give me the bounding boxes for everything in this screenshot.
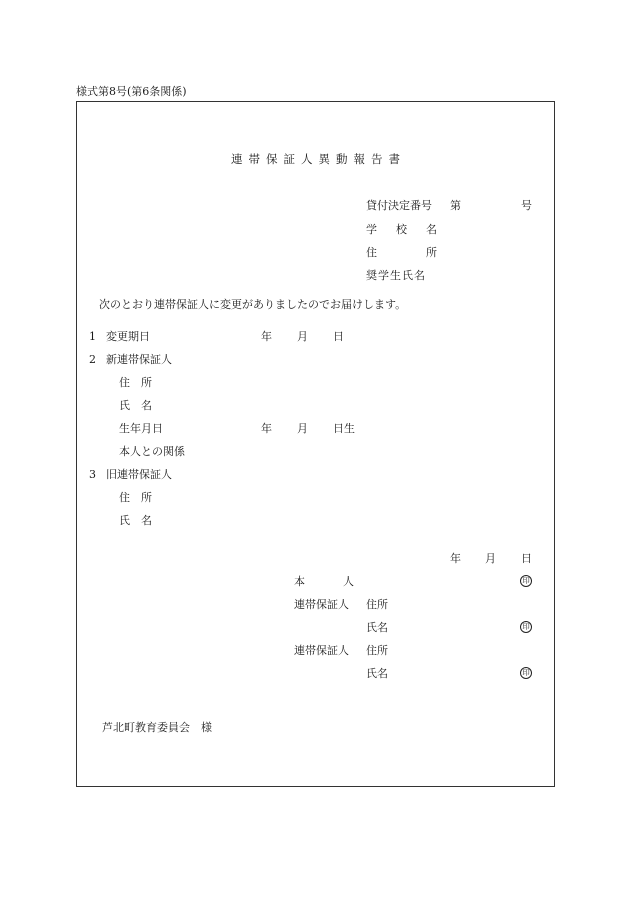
signature-date-month: 月 (485, 552, 496, 565)
guarantor-address-label: 住所 (366, 598, 388, 611)
change-date-month: 月 (297, 330, 308, 343)
intro-text: 次のとおり連帯保証人に変更がありましたのでお届けします。 (99, 298, 407, 311)
guarantor-label: 連帯保証人 (294, 644, 349, 657)
guarantor-label: 連帯保証人 (294, 598, 349, 611)
school-name-label-char: 校 (396, 223, 407, 236)
new-guarantor-label: 新連帯保証人 (106, 353, 172, 366)
guarantor-name-label: 氏名 (366, 667, 388, 680)
document-title: 連帯保証人異動報告書 (231, 152, 406, 166)
old-guarantor-name-label: 氏 名 (119, 514, 152, 527)
guarantor-address-label: 住所 (366, 644, 388, 657)
school-name-label-char: 学 (366, 223, 377, 236)
item-number: 2 (89, 353, 96, 366)
old-guarantor-address-label: 住 所 (119, 491, 152, 504)
form-label: 様式第8号(第6条関係) (76, 85, 187, 98)
seal-icon: 印 (520, 621, 532, 633)
seal-icon: 印 (520, 575, 532, 587)
change-date-label: 変更期日 (106, 330, 150, 343)
loan-number-prefix: 第 (450, 199, 461, 212)
loan-number-label: 貸付決定番号 (366, 199, 432, 212)
student-name-label: 奨学生氏名 (366, 269, 426, 282)
loan-number-suffix: 号 (521, 199, 532, 212)
relationship-label: 本人との関係 (119, 445, 185, 458)
signature-date-day: 日 (521, 552, 532, 565)
address-label-char: 住 (366, 246, 377, 259)
birthdate-month: 月 (297, 422, 308, 435)
principal-label-char: 本 (294, 575, 305, 588)
old-guarantor-label: 旧連帯保証人 (106, 468, 172, 481)
new-guarantor-name-label: 氏 名 (119, 399, 152, 412)
addressee: 芦北町教育委員会 様 (102, 721, 212, 734)
address-label-char: 所 (426, 246, 437, 259)
item-number: 1 (89, 330, 96, 343)
guarantor-name-label: 氏名 (366, 621, 388, 634)
birthdate-day: 日生 (333, 422, 355, 435)
birthdate-year: 年 (261, 422, 272, 435)
principal-label-char: 人 (343, 575, 354, 588)
signature-date-year: 年 (450, 552, 461, 565)
school-name-label-char: 名 (426, 223, 437, 236)
change-date-day: 日 (333, 330, 344, 343)
change-date-year: 年 (261, 330, 272, 343)
new-guarantor-address-label: 住 所 (119, 376, 152, 389)
new-guarantor-birthdate-label: 生年月日 (119, 422, 163, 435)
form-frame (76, 101, 555, 787)
seal-icon: 印 (520, 667, 532, 679)
item-number: 3 (89, 468, 96, 481)
